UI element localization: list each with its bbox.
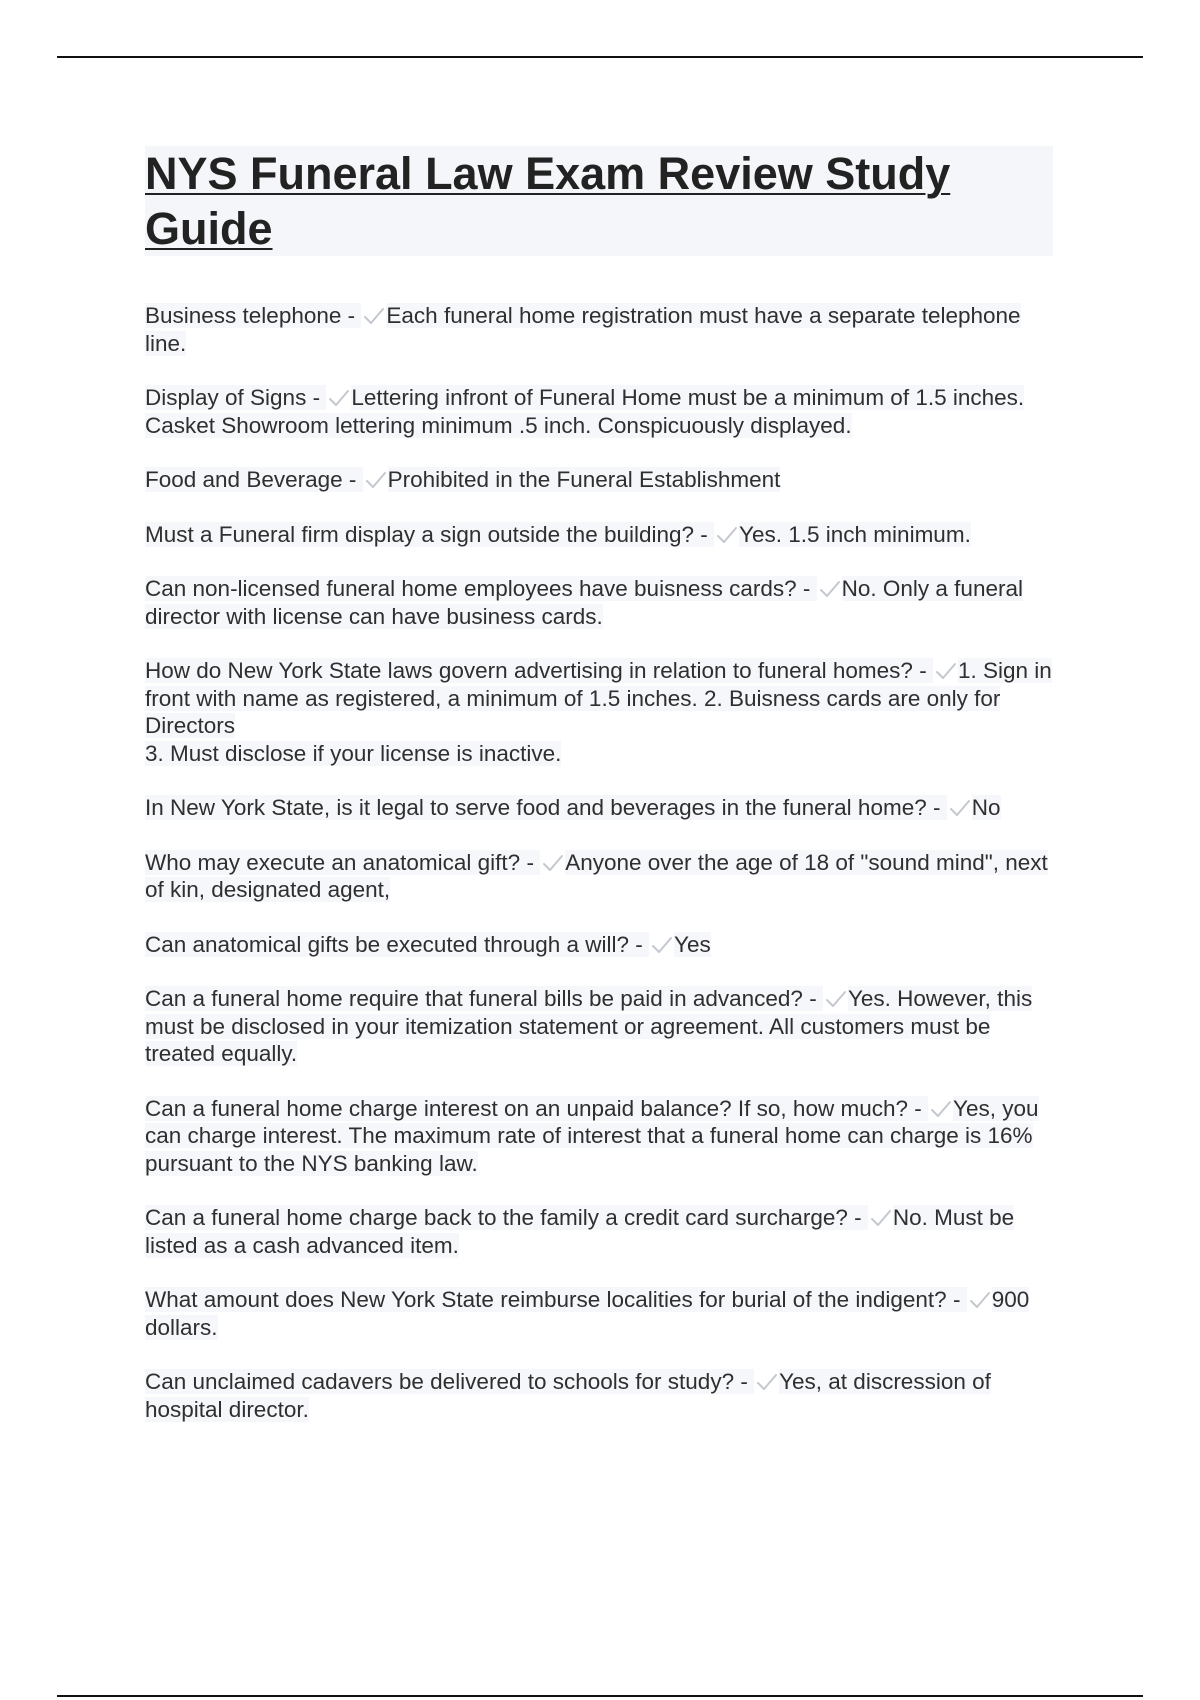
entry-answer: No. Must be listed as a cash advanced item. — [145, 1205, 1015, 1258]
entry-separator: - — [629, 931, 650, 957]
entry-question: Can a funeral home charge interest on an unpaid balance? If so, how much? — [145, 1095, 908, 1121]
checkmark-icon — [819, 579, 841, 599]
list-item — [145, 931, 1065, 959]
entry-question: Business telephone — [145, 303, 342, 328]
list-item — [145, 575, 1065, 630]
entry-separator: - — [341, 303, 362, 328]
checkmark-icon — [756, 1372, 778, 1392]
entry-question: Can unclaimed cadavers be delivered to schools for study? — [145, 1369, 735, 1394]
entry-answer: Yes — [674, 931, 711, 957]
top-rule — [57, 56, 1143, 58]
entry-separator: - — [802, 986, 823, 1011]
entry-answer: 900 dollars. — [145, 1287, 1030, 1340]
list-item — [145, 466, 1065, 494]
checkmark-icon — [651, 935, 673, 955]
entry-question: Display of Signs — [145, 385, 307, 410]
checkmark-icon — [716, 525, 738, 545]
entry-question: Must a Funeral firm display a sign outside the building? — [145, 521, 695, 547]
entry-answer: Casket Showroom lettering minimum .5 inch. Conspicuously displayed. — [145, 412, 852, 438]
entry-answer: Yes. However, this must be disclosed in your itemization statement or agreement. All customers must be treated equally. — [145, 986, 1033, 1066]
checkmark-icon — [328, 388, 350, 408]
entry-separator: - — [926, 795, 947, 820]
list-item — [145, 1095, 1065, 1178]
entry-separator: - — [734, 1369, 755, 1394]
list-item — [145, 1204, 1065, 1259]
checkmark-icon — [365, 470, 387, 490]
list-item — [145, 1368, 1065, 1423]
entry-question: Food and Beverage — [145, 467, 343, 492]
checkmark-icon — [870, 1208, 892, 1228]
entry-answer: Anyone over the age of 18 of "sound mind", next of kin, designated agent, — [145, 849, 1048, 902]
entry-separator: - — [520, 849, 541, 875]
entry-question: Can non-licensed funeral home employees have buisness cards? — [145, 576, 797, 601]
entry-answer: Prohibited in the Funeral Establishment — [387, 467, 781, 492]
checkmark-icon — [930, 1099, 952, 1119]
checkmark-icon — [935, 661, 957, 681]
list-item — [145, 384, 1065, 439]
entry-answer: 3. Must disclose if your license is inactive. — [145, 740, 562, 766]
entry-question: Can anatomical gifts be executed through a will? — [145, 931, 630, 957]
entry-separator: - — [847, 1205, 868, 1230]
list-item — [145, 1286, 1065, 1341]
entry-answer: No — [971, 795, 1001, 820]
entry-separator: - — [796, 576, 817, 601]
list-item — [145, 657, 1065, 767]
checkmark-icon — [825, 989, 847, 1009]
entry-question: What amount does New York State reimburse localities for burial of the indigent? — [145, 1287, 947, 1312]
entry-answer: Yes, you can charge interest. The maximum rate of interest that a funeral home can charge is 16% pursuant to the NYS banking law. — [145, 1095, 1039, 1176]
checkmark-icon — [542, 853, 564, 873]
entry-answer: Yes. 1.5 inch minimum. — [739, 521, 971, 547]
bottom-rule — [57, 1695, 1143, 1697]
list-item — [145, 794, 1065, 822]
title-block — [145, 146, 1053, 256]
checkmark-icon — [949, 798, 971, 818]
list-item — [145, 849, 1065, 904]
entry-separator: - — [306, 385, 327, 410]
entry-answer: No. Only a funeral director with license can have business cards. — [145, 576, 1023, 629]
entry-answer: Lettering infront of Funeral Home must be a minimum of 1.5 inches. — [351, 385, 1025, 410]
entry-question: Can a funeral home charge back to the family a credit card surcharge? — [145, 1205, 848, 1230]
checkmark-icon — [363, 306, 385, 326]
list-item — [145, 521, 1065, 549]
entry-question: In New York State, is it legal to serve food and beverages in the funeral home? — [145, 795, 927, 820]
entry-separator: - — [694, 521, 715, 547]
entry-separator: - — [912, 658, 933, 683]
entry-question: Who may execute an anatomical gift? — [145, 849, 521, 875]
entry-answer: Yes, at discression of hospital director. — [145, 1369, 991, 1422]
entry-question: Can a funeral home require that funeral bills be paid in advanced? — [145, 986, 803, 1011]
checkmark-icon — [969, 1290, 991, 1310]
list-item — [145, 985, 1065, 1068]
entry-question: How do New York State laws govern advertising in relation to funeral homes? — [145, 658, 913, 683]
entry-separator: - — [946, 1287, 967, 1312]
entry-list — [145, 302, 1065, 1450]
entry-separator: - — [908, 1095, 928, 1121]
entry-answer: 1. Sign in front with name as registered, a minimum of 1.5 inches. 2. Buisness cards are only for Directors — [145, 658, 1052, 738]
list-item — [145, 302, 1065, 357]
entry-separator: - — [342, 467, 363, 492]
entry-answer: Each funeral home registration must have a separate telephone line. — [145, 303, 1021, 356]
page-title: NYS Funeral Law Exam Review Study Guide — [145, 148, 951, 254]
